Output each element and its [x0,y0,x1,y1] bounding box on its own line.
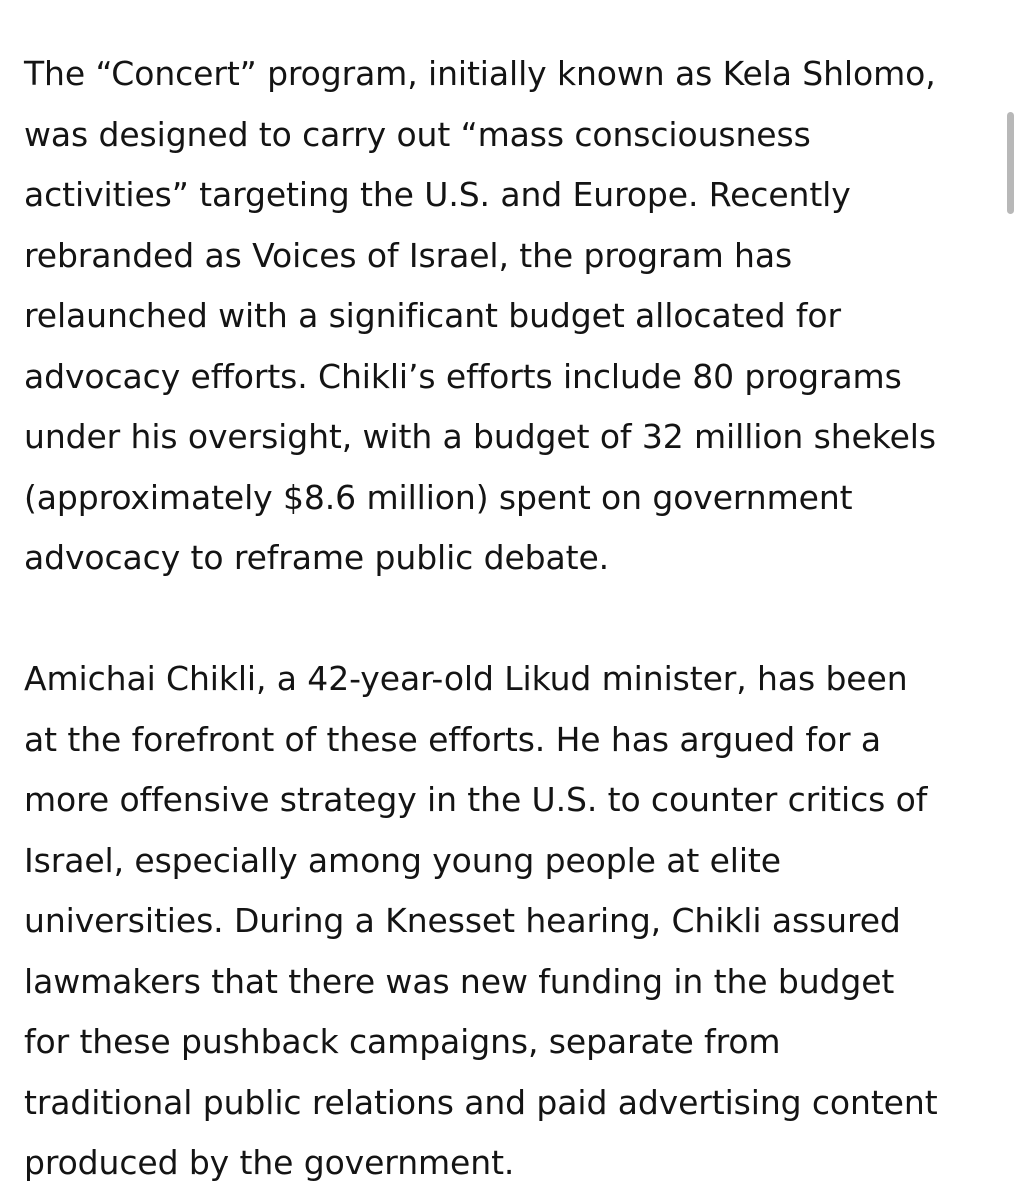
text-line: rebranded as Voices of Israel, the program has [24,235,793,275]
text-line: more offensive strategy in the U.S. to counter critics of [24,780,928,819]
text-line: activities” targeting the U.S. and Europe. Recently [24,175,851,214]
paragraph-concert-program [24,44,1004,589]
text-line: under his oversight, with a budget of 32 million shekels [24,417,936,456]
text-line: (approximately $8.6 million) spent on government [24,477,853,517]
paragraph-amichai-chikli [24,649,1004,1194]
text-line: for these pushback campaigns, separate from [24,1022,781,1061]
article-body [24,44,1004,1194]
text-line: advocacy efforts. Chikli’s efforts include 80 programs [24,356,902,396]
text-line: advocacy to reframe public debate. [24,538,610,577]
text-line: lawmakers that there was new funding in the budget [24,961,895,1001]
text-line: Israel, especially among young people at elite [24,840,781,880]
text-line: universities. During a Knesset hearing, Chikli assured [24,901,901,940]
text-line: traditional public relations and paid advertising content [24,1082,938,1122]
text-line: Amichai Chikli, a 42-year-old Likud minister, has been [24,659,908,698]
text-line: The “Concert” program, initially known as Kela Shlomo, [24,54,936,93]
text-line: relaunched with a significant budget allocated for [24,296,841,335]
scrollbar-thumb[interactable] [1007,112,1014,214]
text-line: at the forefront of these efforts. He has argued for a [24,719,882,759]
text-line: produced by the government. [24,1143,515,1182]
text-line: was designed to carry out “mass consciousness [24,114,811,154]
